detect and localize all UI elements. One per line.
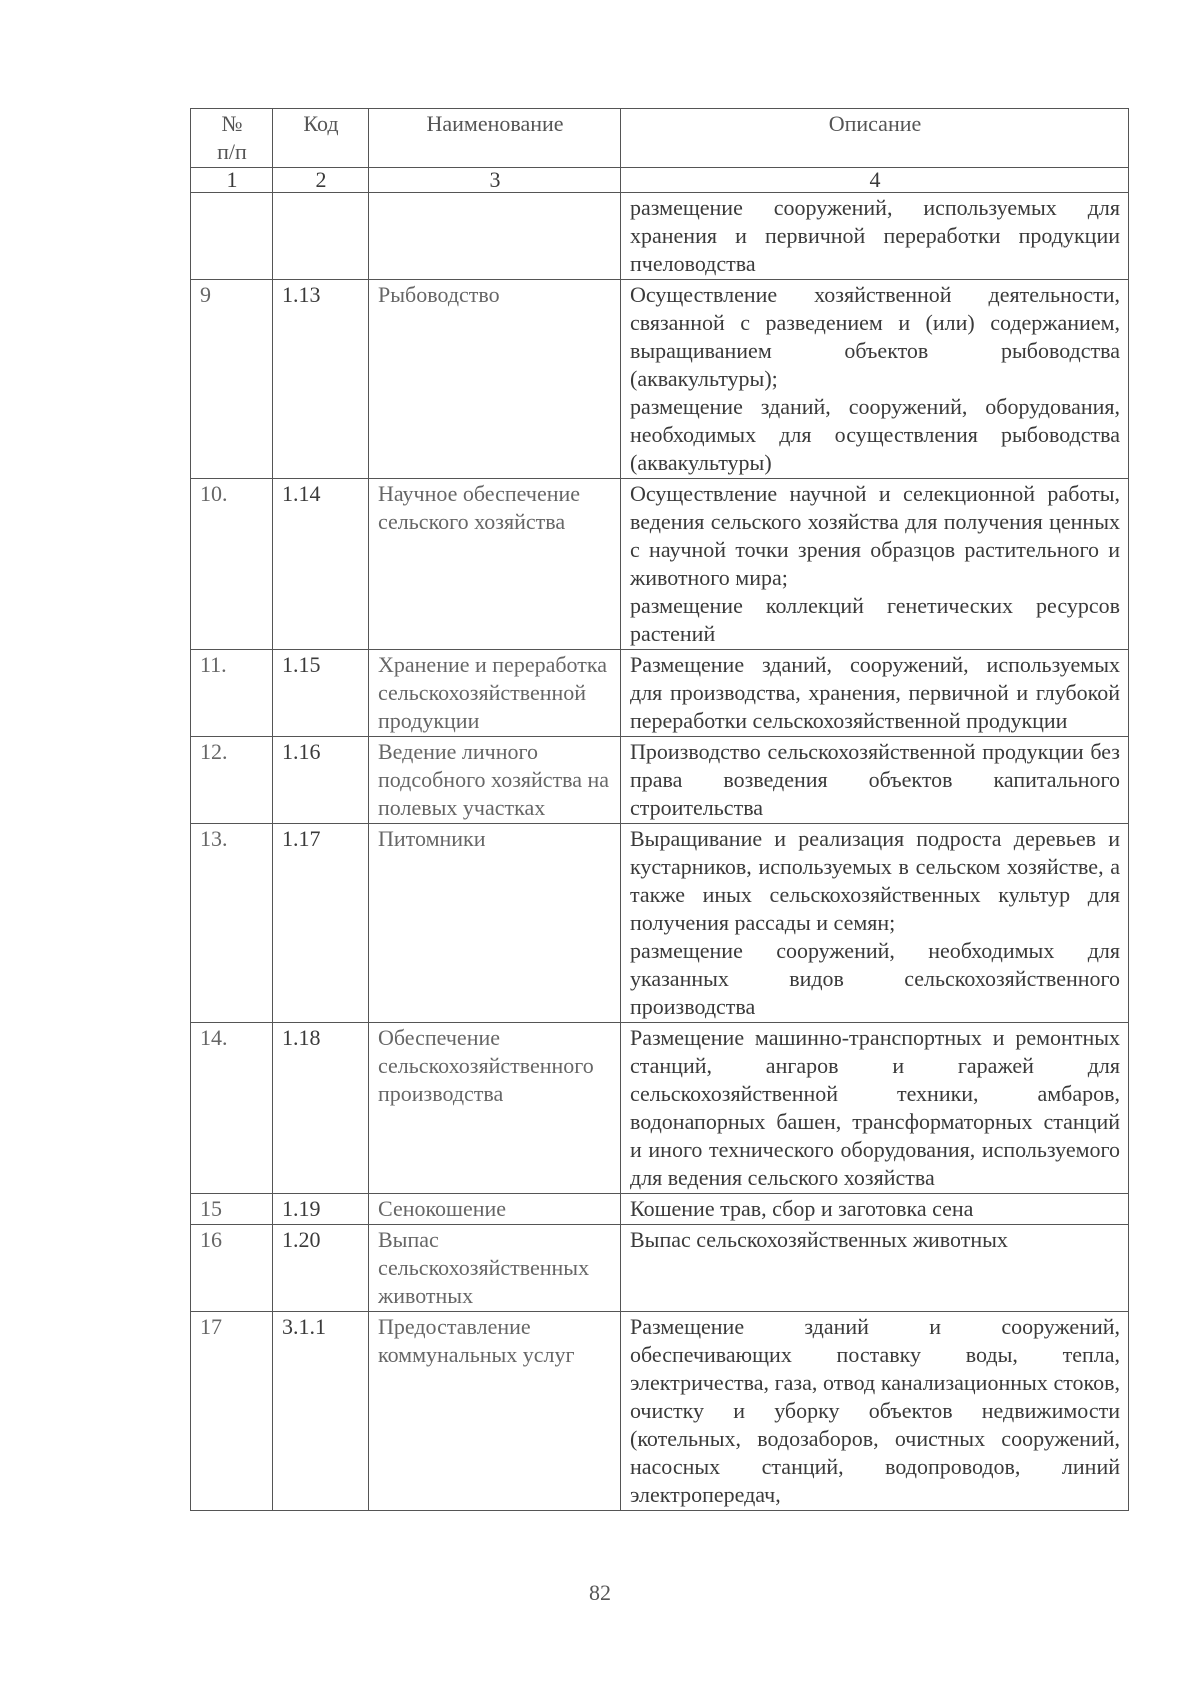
row-name: Предоставление коммунальных услуг <box>369 1312 621 1511</box>
row-description: размещение сооружений, используемых для хранения и первичной переработки продукции пчеловодства <box>621 193 1129 280</box>
table-row <box>191 1194 1129 1225</box>
col-number: 2 <box>273 168 369 193</box>
col-number: 4 <box>621 168 1129 193</box>
row-code: 3.1.1 <box>273 1312 369 1511</box>
row-description: Размещение зданий и сооружений, обеспечивающих поставку воды, тепла, электричества, газа, отвод канализационных стоков, очистку и уборку объектов недвижимости (котельных, водозаборов, очистных сооружений, насосных станций, водопроводов, линий электропередач, <box>621 1312 1129 1511</box>
row-description: Осуществление научной и селекционной работы, ведения сельского хозяйства для получения ценных с научной точки зрения образцов растительного и животного мира; размещение коллекций генетических ресурсов растений <box>621 479 1129 650</box>
row-description: Производство сельскохозяйственной продукции без права возведения объектов капитального строительства <box>621 737 1129 824</box>
row-name <box>369 193 621 280</box>
row-number <box>191 193 273 280</box>
row-number: 10. <box>191 479 273 650</box>
row-number: 14. <box>191 1023 273 1194</box>
row-description: Кошение трав, сбор и заготовка сена <box>621 1194 1129 1225</box>
row-number: 9 <box>191 280 273 479</box>
row-code: 1.20 <box>273 1225 369 1312</box>
column-number-row <box>191 168 1129 193</box>
row-description: Размещение машинно-транспортных и ремонтных станций, ангаров и гаражей для сельскохозяйственной техники, амбаров, водонапорных башен, трансформаторных станций и иного технического оборудования, используемого для ведения сельского хозяйства <box>621 1023 1129 1194</box>
col-number: 1 <box>191 168 273 193</box>
row-name: Ведение личного подсобного хозяйства на полевых участках <box>369 737 621 824</box>
row-description: Осуществление хозяйственной деятельности, связанной с разведением и (или) содержанием, выращиванием объектов рыбоводства (аквакультуры); размещение зданий, сооружений, оборудования, необходимых для осуществления рыбоводства (аквакультуры) <box>621 280 1129 479</box>
header-desc: Описание <box>621 109 1129 168</box>
row-number: 12. <box>191 737 273 824</box>
row-code: 1.19 <box>273 1194 369 1225</box>
row-number: 13. <box>191 824 273 1023</box>
table-body <box>191 193 1129 1511</box>
table-row <box>191 1312 1129 1511</box>
row-name: Выпас сельскохозяйственных животных <box>369 1225 621 1312</box>
table-row <box>191 650 1129 737</box>
table-row <box>191 479 1129 650</box>
row-name: Рыбоводство <box>369 280 621 479</box>
row-name: Питомники <box>369 824 621 1023</box>
row-number: 15 <box>191 1194 273 1225</box>
table-row <box>191 1225 1129 1312</box>
table-header-row <box>191 109 1129 168</box>
col-number: 3 <box>369 168 621 193</box>
row-number: 17 <box>191 1312 273 1511</box>
header-num: № п/п <box>191 109 273 168</box>
row-name: Обеспечение сельскохозяйственного производства <box>369 1023 621 1194</box>
table-row <box>191 737 1129 824</box>
row-number: 16 <box>191 1225 273 1312</box>
row-number: 11. <box>191 650 273 737</box>
row-code <box>273 193 369 280</box>
table-row <box>191 1023 1129 1194</box>
row-code: 1.14 <box>273 479 369 650</box>
land-use-table <box>190 108 1129 1511</box>
row-code: 1.13 <box>273 280 369 479</box>
table-row <box>191 824 1129 1023</box>
header-name: Наименование <box>369 109 621 168</box>
table-row <box>191 280 1129 479</box>
row-description: Выпас сельскохозяйственных животных <box>621 1225 1129 1312</box>
row-code: 1.16 <box>273 737 369 824</box>
table-row <box>191 193 1129 280</box>
row-name: Научное обеспечение сельского хозяйства <box>369 479 621 650</box>
row-description: Размещение зданий, сооружений, используемых для производства, хранения, первичной и глубокой переработки сельскохозяйственной продукции <box>621 650 1129 737</box>
row-name: Сенокошение <box>369 1194 621 1225</box>
row-code: 1.18 <box>273 1023 369 1194</box>
row-code: 1.17 <box>273 824 369 1023</box>
row-description: Выращивание и реализация подроста деревьев и кустарников, используемых в сельском хозяйстве, а также иных сельскохозяйственных культур для получения рассады и семян; размещение сооружений, необходимых для указанных видов сельскохозяйственного производства <box>621 824 1129 1023</box>
header-code: Код <box>273 109 369 168</box>
row-code: 1.15 <box>273 650 369 737</box>
row-name: Хранение и переработка сельскохозяйственной продукции <box>369 650 621 737</box>
page-number: 82 <box>589 1580 611 1605</box>
